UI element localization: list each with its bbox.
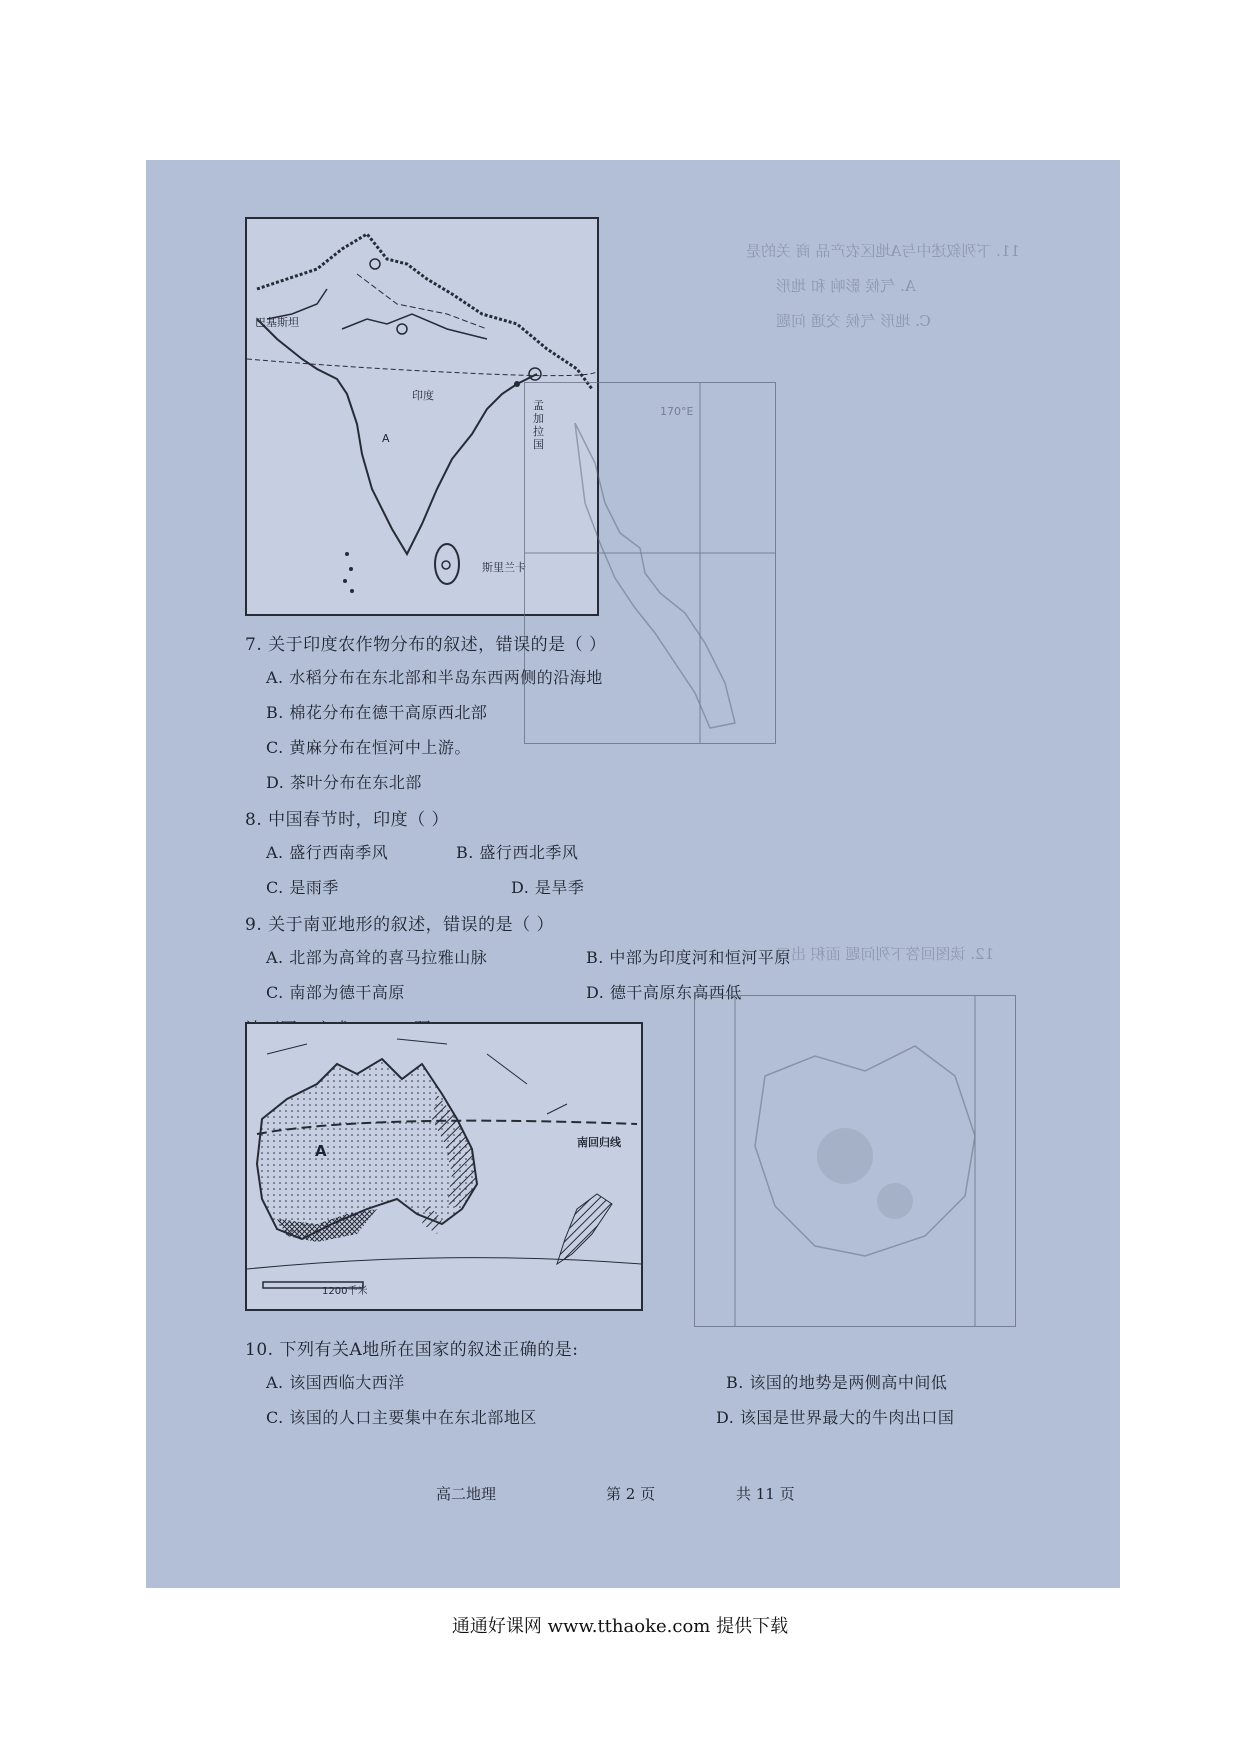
download-credit: 通通好课网 www.tthaoke.com 提供下载 xyxy=(451,1616,789,1637)
footer-page-number: 第 2 页 xyxy=(606,1485,656,1503)
question-10-option-c: C. 该国的人口主要集中在东北部地区 xyxy=(266,1408,537,1427)
question-9-option-a: A. 北部为高耸的喜马拉雅山脉 xyxy=(266,948,488,967)
question-7-option-d: D. 茶叶分布在东北部 xyxy=(266,773,422,792)
question-9-option-b: B. 中部为印度河和恒河平原 xyxy=(586,948,791,967)
question-7-option-b: B. 棉花分布在德干高原西北部 xyxy=(266,703,488,722)
question-8-option-b: B. 盛行西北季风 xyxy=(456,843,579,862)
question-7-option-a: A. 水稻分布在东北部和半岛东西两侧的沿海地 xyxy=(266,668,603,687)
map-label-india: 印度 xyxy=(412,389,434,402)
question-10-option-b: B. 该国的地势是两侧高中间低 xyxy=(726,1373,948,1392)
map-label-pakistan: 巴基斯坦 xyxy=(255,316,299,329)
aus-map-scale-label: 1200千米 xyxy=(322,1286,368,1297)
faint-region-map xyxy=(694,995,1016,1327)
australia-map-drawing xyxy=(247,1024,641,1309)
question-8-stem: 8. 中国春节时，印度（ ） xyxy=(245,810,450,830)
question-10-stem: 10. 下列有关A地所在国家的叙述正确的是: xyxy=(245,1340,579,1360)
map-label-point-a: A xyxy=(382,432,390,445)
question-8-option-d: D. 是旱季 xyxy=(511,878,585,897)
question-10-option-d: D. 该国是世界最大的牛肉出口国 xyxy=(716,1408,955,1427)
question-7-option-c: C. 黄麻分布在恒河中上游。 xyxy=(266,738,471,757)
nz-map-corner-label: 170°E xyxy=(660,405,694,418)
question-7-stem: 7. 关于印度农作物分布的叙述，错误的是（ ） xyxy=(245,635,607,655)
aus-map-point-a: A xyxy=(315,1142,327,1160)
question-8-option-c: C. 是雨季 xyxy=(266,878,339,897)
bleed-through-text: 11. 下列叙述中与A地区农产品 商 关的是 xyxy=(746,242,1020,260)
question-10-option-a: A. 该国西临大西洋 xyxy=(266,1373,405,1392)
bleed-through-text: A. 气候 影响 和 地形 xyxy=(776,277,916,295)
question-9-option-c: C. 南部为德干高原 xyxy=(266,983,405,1002)
australia-map xyxy=(245,1022,643,1311)
new-zealand-map-faint xyxy=(524,382,776,744)
bleed-through-text: C. 地形 气候 交通 问题 xyxy=(776,312,931,330)
aus-map-tropic-label: 南回归线 xyxy=(577,1136,621,1149)
bleed-through-text: 12. 读图回答下列问题 面积 出口 xyxy=(776,945,995,963)
map-label-sri-lanka: 斯里兰卡 xyxy=(482,561,526,574)
footer-total-pages: 共 11 页 xyxy=(736,1485,795,1503)
exam-sheet-photo xyxy=(146,160,1120,1588)
question-8-option-a: A. 盛行西南季风 xyxy=(266,843,389,862)
footer-subject: 高二地理 xyxy=(436,1485,497,1503)
question-9-option-d: D. 德干高原东高西低 xyxy=(586,983,742,1002)
question-9-stem: 9. 关于南亚地形的叙述，错误的是（ ） xyxy=(245,915,555,935)
map-label-bangladesh: 孟加拉国 xyxy=(533,399,544,451)
